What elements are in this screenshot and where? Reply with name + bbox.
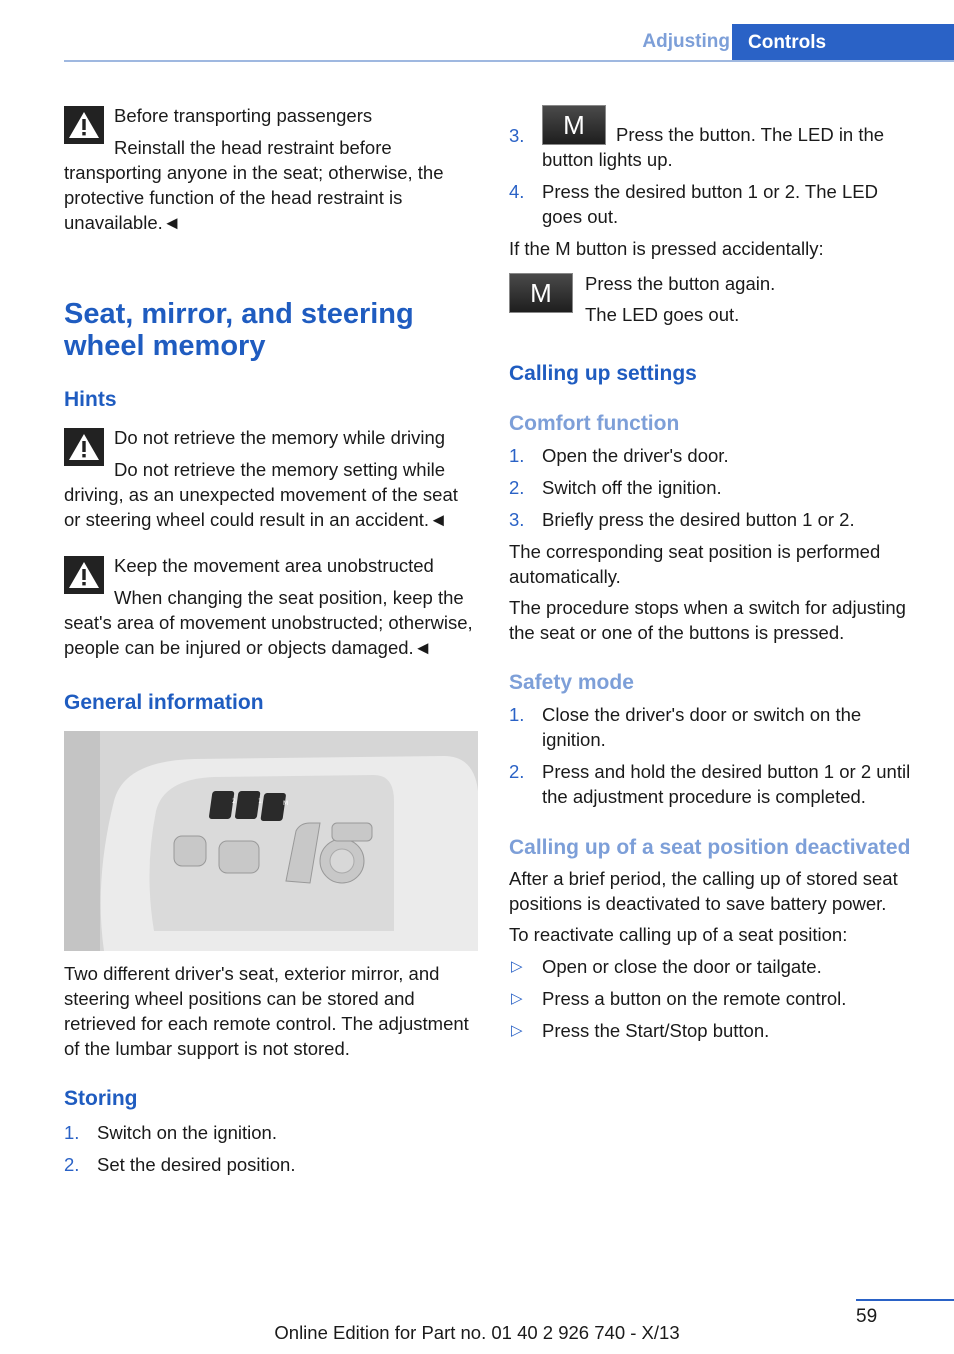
step-number: 1. — [509, 704, 525, 725]
safety-heading: Safety mode — [509, 671, 634, 694]
warning-body: When changing the seat position, keep the seat's area of movement unobstructed; otherwise, people can be injured or objects damaged.◄ — [64, 587, 473, 658]
reactivate-list — [509, 954, 921, 1043]
warning-title: Keep the movement area unobstructed — [114, 555, 434, 576]
right-column — [509, 100, 921, 1050]
list-item — [509, 443, 921, 468]
footer-divider — [856, 1299, 954, 1301]
warning-title: Before transporting passengers — [114, 105, 373, 126]
deactivated-text-1: After a brief period, the calling up of stored seat positions is deactivated to save battery power. — [509, 868, 898, 914]
seat-controls-illustration — [64, 731, 478, 951]
m-button-icon: M — [542, 105, 606, 145]
comfort-heading: Comfort function — [509, 412, 680, 435]
item-text: Press the Start/Stop button. — [542, 1020, 770, 1041]
storing-steps — [64, 1120, 478, 1177]
item-text: Press a button on the remote control. — [542, 988, 847, 1009]
step-number: 2. — [64, 1154, 80, 1175]
page-title: Seat, mirror, and steering wheel memory — [64, 298, 414, 362]
accidental-intro: If the M button is pressed accidentally: — [509, 238, 824, 259]
list-item — [64, 1120, 478, 1145]
deactivated-text-2: To reactivate calling up of a seat position: — [509, 924, 848, 945]
step-text: Press the button. The LED in the button lights up. — [542, 124, 885, 170]
step-text: Close the driver's door or switch on the ignition. — [542, 704, 862, 750]
step-text: Switch on the ignition. — [97, 1122, 277, 1143]
hints-heading: Hints — [64, 388, 117, 411]
step-number: 2. — [509, 477, 525, 498]
photo-label-m: M — [283, 800, 289, 807]
warning-icon — [64, 556, 104, 594]
safety-steps — [509, 702, 921, 809]
list-item — [509, 179, 921, 229]
list-item — [509, 475, 921, 500]
calling-up-heading: Calling up settings — [509, 362, 697, 385]
list-item — [509, 1018, 921, 1043]
step-text: Switch off the ignition. — [542, 477, 722, 498]
list-item — [509, 954, 921, 979]
warning-body: Do not retrieve the memory setting while driving, as an unexpected movement of the seat or steering wheel could result in an accident.◄ — [64, 459, 458, 530]
warning-icon — [64, 106, 104, 144]
step-number: 1. — [64, 1122, 80, 1143]
step-number: 1. — [509, 445, 525, 466]
bullet-triangle-icon: ▷ — [511, 958, 523, 975]
header-chapter-tab: Controls — [732, 24, 954, 61]
left-column — [64, 100, 478, 1184]
edition-footer: Online Edition for Part no. 01 40 2 926 740 - X/13 — [274, 1322, 680, 1343]
general-info-text: Two different driver's seat, exterior mirror, and steering wheel positions can be stored and retrieved for each remote control. The adjustment of the lumbar support is not stored. — [64, 963, 469, 1059]
list-item — [64, 1152, 478, 1177]
step-text: Briefly press the desired button 1 or 2. — [542, 509, 855, 530]
accidental-line-1: Press the button again. — [585, 273, 776, 294]
warning-title: Do not retrieve the memory while driving — [114, 427, 446, 448]
list-item — [509, 702, 921, 752]
step-text: Press the desired button 1 or 2. The LED goes out. — [542, 181, 878, 227]
accidental-line-2: The LED goes out. — [585, 304, 740, 325]
photo-label-1: 1 — [258, 798, 262, 805]
item-text: Open or close the door or tailgate. — [542, 956, 822, 977]
page-number: 59 — [856, 1306, 878, 1327]
accidental-instruction — [509, 271, 921, 327]
comfort-text-1: The corresponding seat position is performed automatically. — [509, 541, 881, 587]
step-number: 3. — [509, 125, 525, 146]
warning-no-retrieve — [64, 422, 478, 532]
header-section-label: Adjusting — [642, 31, 730, 52]
step-number: 2. — [509, 761, 525, 782]
header-divider — [64, 60, 954, 62]
list-item — [509, 100, 921, 172]
warning-icon — [64, 428, 104, 466]
bullet-triangle-icon: ▷ — [511, 990, 523, 1007]
storing-heading: Storing — [64, 1087, 138, 1110]
comfort-text-2: The procedure stops when a switch for adjusting the seat or one of the buttons is pressed. — [509, 597, 906, 643]
warning-transport — [64, 100, 478, 235]
warning-body: Reinstall the head restraint before transporting anyone in the seat; otherwise, the protective function of the head restraint is unavailable.◄ — [64, 137, 444, 233]
storing-steps-continued — [509, 100, 921, 229]
list-item — [509, 986, 921, 1011]
step-text: Open the driver's door. — [542, 445, 729, 466]
step-text: Press and hold the desired button 1 or 2 until the adjustment procedure is completed. — [542, 761, 911, 807]
warning-movement-area — [64, 550, 478, 660]
bullet-triangle-icon: ▷ — [511, 1022, 523, 1039]
step-number: 4. — [509, 181, 525, 202]
general-info-heading: General information — [64, 691, 264, 714]
list-item — [509, 507, 921, 532]
comfort-steps — [509, 443, 921, 532]
m-button-icon: M — [509, 273, 573, 313]
photo-label-2: 2 — [232, 798, 236, 805]
list-item — [509, 759, 921, 809]
step-number: 3. — [509, 509, 525, 530]
deactivated-heading: Calling up of a seat position deactivated — [509, 836, 911, 859]
seat-memory-buttons-photo — [64, 731, 478, 951]
step-text: Set the desired position. — [97, 1154, 296, 1175]
